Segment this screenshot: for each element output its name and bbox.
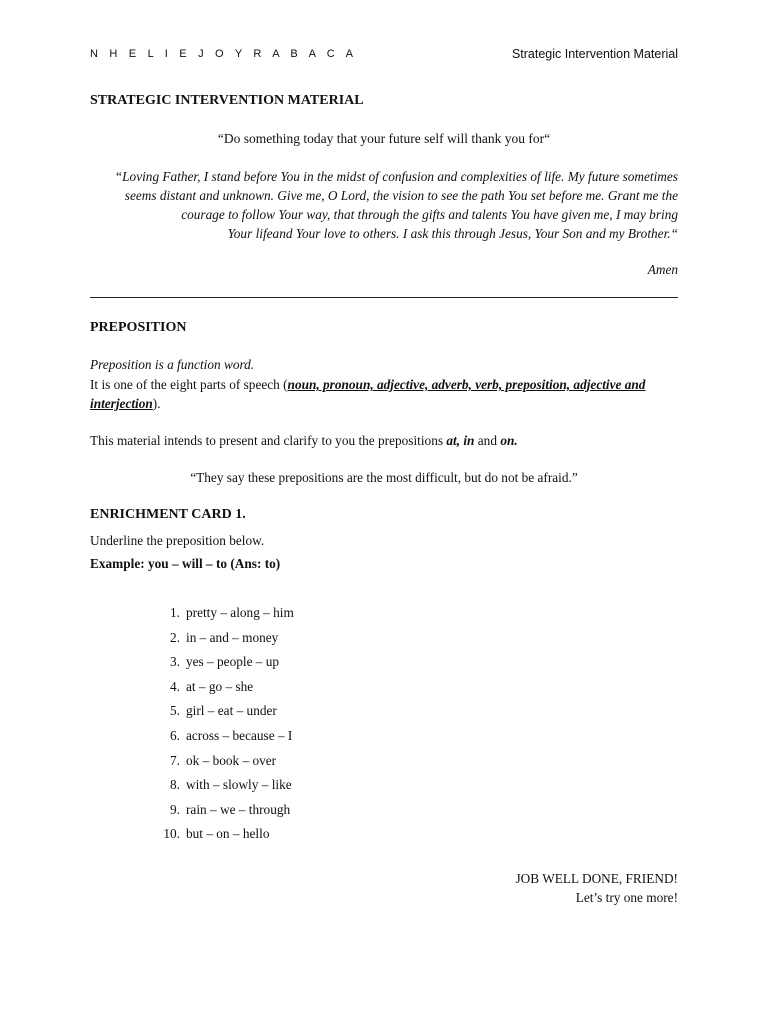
item-number: 9. <box>170 801 180 817</box>
intro-text <box>90 433 518 449</box>
amen-text: Amen <box>647 262 678 277</box>
parts-list: noun, pronoun, adjective, adverb, verb, preposition, adjective and interjection <box>90 377 646 411</box>
item-text: but – on – hello <box>186 826 270 842</box>
item-number: 4. <box>170 678 180 694</box>
header-doc-title: Strategic Intervention Material <box>511 47 678 61</box>
item-text: yes – people – up <box>186 654 280 670</box>
item-text: in – and – money <box>186 629 279 645</box>
item-number: 2. <box>170 629 180 645</box>
intro-prepositions: at, in <box>446 433 475 448</box>
item-text: pretty – along – him <box>186 605 294 620</box>
section-title: PREPOSITION <box>90 320 187 335</box>
definition-text: Preposition is a function word. <box>90 357 255 372</box>
item-number: 10. <box>163 826 180 842</box>
item-text: rain – we – through <box>186 801 291 817</box>
header-author: N H E L I E J O Y R A B A C A <box>90 48 358 60</box>
item-text: across – because – I <box>186 727 293 743</box>
prayer-line: Your lifeand Your love to others. I ask this through Jesus, Your Son and my Brother.“ <box>227 226 678 241</box>
list-item <box>150 728 294 753</box>
divider <box>90 297 678 298</box>
item-text: girl – eat – under <box>186 703 277 719</box>
list-item <box>150 802 294 827</box>
item-text: with – slowly – like <box>186 777 292 793</box>
exercise-list <box>150 605 294 851</box>
item-number: 8. <box>170 777 180 793</box>
parts-of-speech-text <box>90 375 680 413</box>
card-example: Example: you – will – to (Ans: to) <box>90 556 281 571</box>
item-number: 6. <box>170 727 180 743</box>
item-number: 1. <box>170 605 180 620</box>
intro-and: and <box>474 433 501 448</box>
item-number: 5. <box>170 703 180 719</box>
list-item <box>150 826 294 851</box>
closing-message <box>515 869 678 907</box>
card-instruction: Underline the preposition below. <box>90 533 265 548</box>
list-item <box>150 679 294 704</box>
encourage-quote: “They say these prepositions are the most difficult, but do not be afraid.” <box>190 470 578 485</box>
list-item <box>150 777 294 802</box>
page-title: STRATEGIC INTERVENTION MATERIAL <box>90 93 364 108</box>
item-text: ok – book – over <box>186 752 277 768</box>
intro-last-preposition: on. <box>500 433 518 448</box>
closing-line-1: JOB WELL DONE, FRIEND! <box>515 871 678 886</box>
list-item <box>150 753 294 778</box>
card-title: ENRICHMENT CARD 1. <box>90 507 246 522</box>
parts-suffix: ). <box>152 396 161 411</box>
intro-body: This material intends to present and clarify to you the prepositions <box>90 433 447 448</box>
prayer-line: courage to follow Your way, that through the gifts and talents You have given me, I may bring <box>181 207 678 222</box>
item-text: at – go – she <box>186 678 254 694</box>
list-item <box>150 630 294 655</box>
parts-prefix: It is one of the eight parts of speech ( <box>90 377 288 392</box>
prayer-block <box>90 167 678 243</box>
intro-quote: “Do something today that your future self will thank you for“ <box>217 131 551 146</box>
list-item <box>150 703 294 728</box>
prayer-line: seems distant and unknown. Give me, O Lord, the vision to see the path You set before me. Grant me the <box>124 188 678 203</box>
item-number: 3. <box>170 654 180 670</box>
list-item <box>150 605 294 630</box>
list-item <box>150 654 294 679</box>
item-number: 7. <box>170 752 180 768</box>
closing-line-2: Let’s try one more! <box>575 890 678 905</box>
prayer-line: “Loving Father, I stand before You in the midst of confusion and complexities of life. My future sometimes <box>114 169 678 184</box>
